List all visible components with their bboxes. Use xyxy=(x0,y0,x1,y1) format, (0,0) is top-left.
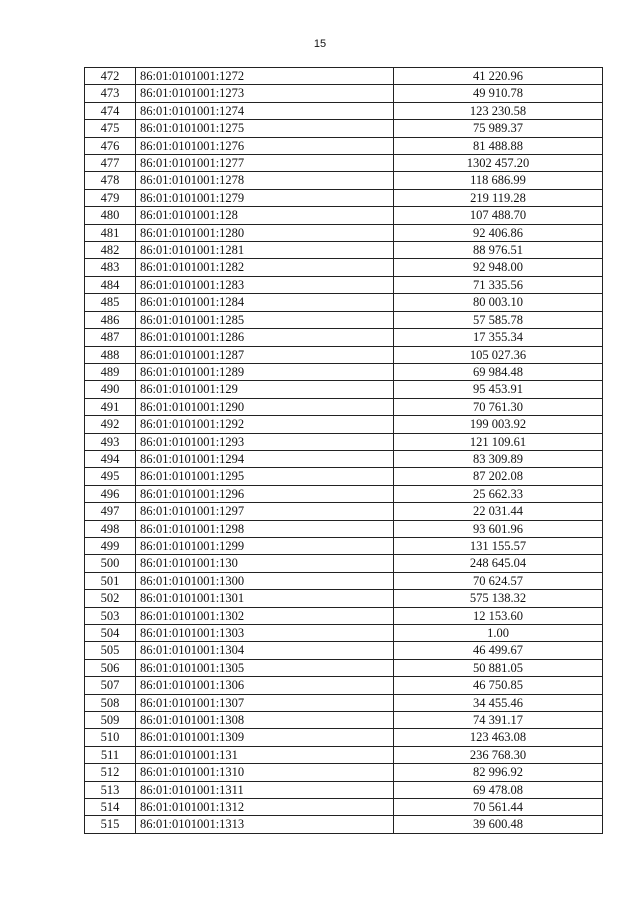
row-number: 476 xyxy=(85,137,136,154)
row-number: 497 xyxy=(85,503,136,520)
row-number: 508 xyxy=(85,694,136,711)
row-number: 504 xyxy=(85,625,136,642)
cadastral-value: 69 984.48 xyxy=(394,363,603,380)
cadastral-value: 74 391.17 xyxy=(394,712,603,729)
cadastral-number: 86:01:0101001:129 xyxy=(136,381,394,398)
cadastral-number: 86:01:0101001:1273 xyxy=(136,85,394,102)
cadastral-number: 86:01:0101001:1300 xyxy=(136,572,394,589)
cadastral-value: 49 910.78 xyxy=(394,85,603,102)
cadastral-number: 86:01:0101001:1285 xyxy=(136,311,394,328)
table-row xyxy=(85,276,603,293)
table-row xyxy=(85,294,603,311)
row-number: 507 xyxy=(85,677,136,694)
cadastral-value: 41 220.96 xyxy=(394,68,603,85)
cadastral-number: 86:01:0101001:1312 xyxy=(136,799,394,816)
row-number: 478 xyxy=(85,172,136,189)
table-row xyxy=(85,433,603,450)
cadastral-value: 71 335.56 xyxy=(394,276,603,293)
table-row xyxy=(85,642,603,659)
row-number: 493 xyxy=(85,433,136,450)
row-number: 482 xyxy=(85,242,136,259)
row-number: 506 xyxy=(85,659,136,676)
cadastral-number: 86:01:0101001:1310 xyxy=(136,764,394,781)
table-row xyxy=(85,329,603,346)
table-row xyxy=(85,694,603,711)
cadastral-number: 86:01:0101001:1306 xyxy=(136,677,394,694)
cadastral-number: 86:01:0101001:1277 xyxy=(136,155,394,172)
cadastral-value-table xyxy=(84,67,603,834)
cadastral-value: 575 138.32 xyxy=(394,590,603,607)
cadastral-number: 86:01:0101001:1313 xyxy=(136,816,394,833)
table-body xyxy=(85,68,603,834)
table-row xyxy=(85,520,603,537)
row-number: 503 xyxy=(85,607,136,624)
table-row xyxy=(85,468,603,485)
table-row xyxy=(85,590,603,607)
cadastral-number: 86:01:0101001:1297 xyxy=(136,503,394,520)
table-row xyxy=(85,311,603,328)
cadastral-value: 34 455.46 xyxy=(394,694,603,711)
table-row xyxy=(85,659,603,676)
row-number: 512 xyxy=(85,764,136,781)
table-row xyxy=(85,207,603,224)
row-number: 485 xyxy=(85,294,136,311)
row-number: 491 xyxy=(85,398,136,415)
cadastral-number: 86:01:0101001:1279 xyxy=(136,189,394,206)
table-row xyxy=(85,155,603,172)
cadastral-value: 92 948.00 xyxy=(394,259,603,276)
cadastral-number: 86:01:0101001:1299 xyxy=(136,537,394,554)
cadastral-value: 70 561.44 xyxy=(394,799,603,816)
cadastral-number: 86:01:0101001:1278 xyxy=(136,172,394,189)
cadastral-number: 86:01:0101001:128 xyxy=(136,207,394,224)
cadastral-value: 105 027.36 xyxy=(394,346,603,363)
row-number: 483 xyxy=(85,259,136,276)
row-number: 480 xyxy=(85,207,136,224)
cadastral-value: 80 003.10 xyxy=(394,294,603,311)
cadastral-number: 86:01:0101001:1293 xyxy=(136,433,394,450)
cadastral-value: 25 662.33 xyxy=(394,485,603,502)
table-row xyxy=(85,102,603,119)
row-number: 510 xyxy=(85,729,136,746)
table-row xyxy=(85,259,603,276)
table-row xyxy=(85,503,603,520)
cadastral-number: 86:01:0101001:1284 xyxy=(136,294,394,311)
row-number: 511 xyxy=(85,746,136,763)
cadastral-number: 86:01:0101001:1287 xyxy=(136,346,394,363)
page-number: 15 xyxy=(313,38,327,50)
cadastral-number: 86:01:0101001:1301 xyxy=(136,590,394,607)
cadastral-value: 123 230.58 xyxy=(394,102,603,119)
row-number: 499 xyxy=(85,537,136,554)
cadastral-value: 69 478.08 xyxy=(394,781,603,798)
table-row xyxy=(85,625,603,642)
row-number: 509 xyxy=(85,712,136,729)
cadastral-number: 86:01:0101001:1283 xyxy=(136,276,394,293)
cadastral-number: 86:01:0101001:1311 xyxy=(136,781,394,798)
cadastral-number: 86:01:0101001:1307 xyxy=(136,694,394,711)
cadastral-value: 107 488.70 xyxy=(394,207,603,224)
cadastral-number: 86:01:0101001:130 xyxy=(136,555,394,572)
cadastral-value: 95 453.91 xyxy=(394,381,603,398)
table-row xyxy=(85,224,603,241)
cadastral-number: 86:01:0101001:1280 xyxy=(136,224,394,241)
cadastral-number: 86:01:0101001:1281 xyxy=(136,242,394,259)
cadastral-value: 1302 457.20 xyxy=(394,155,603,172)
cadastral-number: 86:01:0101001:1304 xyxy=(136,642,394,659)
cadastral-value: 46 499.67 xyxy=(394,642,603,659)
row-number: 475 xyxy=(85,120,136,137)
row-number: 500 xyxy=(85,555,136,572)
row-number: 502 xyxy=(85,590,136,607)
cadastral-number: 86:01:0101001:1295 xyxy=(136,468,394,485)
cadastral-value: 87 202.08 xyxy=(394,468,603,485)
table-row xyxy=(85,85,603,102)
table-row xyxy=(85,607,603,624)
table-row xyxy=(85,729,603,746)
row-number: 472 xyxy=(85,68,136,85)
cadastral-number: 86:01:0101001:1309 xyxy=(136,729,394,746)
cadastral-value: 46 750.85 xyxy=(394,677,603,694)
table-row xyxy=(85,416,603,433)
table-row xyxy=(85,712,603,729)
table-row xyxy=(85,799,603,816)
row-number: 479 xyxy=(85,189,136,206)
row-number: 488 xyxy=(85,346,136,363)
cadastral-value: 88 976.51 xyxy=(394,242,603,259)
cadastral-number: 86:01:0101001:1289 xyxy=(136,363,394,380)
row-number: 501 xyxy=(85,572,136,589)
cadastral-value: 50 881.05 xyxy=(394,659,603,676)
cadastral-value: 22 031.44 xyxy=(394,503,603,520)
cadastral-number: 86:01:0101001:1274 xyxy=(136,102,394,119)
table-row xyxy=(85,450,603,467)
row-number: 481 xyxy=(85,224,136,241)
cadastral-number: 86:01:0101001:1282 xyxy=(136,259,394,276)
row-number: 490 xyxy=(85,381,136,398)
row-number: 495 xyxy=(85,468,136,485)
cadastral-number: 86:01:0101001:1303 xyxy=(136,625,394,642)
cadastral-value: 1.00 xyxy=(394,625,603,642)
row-number: 514 xyxy=(85,799,136,816)
cadastral-value: 75 989.37 xyxy=(394,120,603,137)
row-number: 474 xyxy=(85,102,136,119)
row-number: 489 xyxy=(85,363,136,380)
table-row xyxy=(85,816,603,833)
table-row xyxy=(85,172,603,189)
cadastral-number: 86:01:0101001:1275 xyxy=(136,120,394,137)
cadastral-value: 70 761.30 xyxy=(394,398,603,415)
row-number: 477 xyxy=(85,155,136,172)
cadastral-value: 81 488.88 xyxy=(394,137,603,154)
cadastral-number: 86:01:0101001:1302 xyxy=(136,607,394,624)
row-number: 492 xyxy=(85,416,136,433)
row-number: 505 xyxy=(85,642,136,659)
cadastral-value: 118 686.99 xyxy=(394,172,603,189)
cadastral-value: 93 601.96 xyxy=(394,520,603,537)
table-row xyxy=(85,572,603,589)
cadastral-number: 86:01:0101001:1286 xyxy=(136,329,394,346)
row-number: 515 xyxy=(85,816,136,833)
cadastral-value: 17 355.34 xyxy=(394,329,603,346)
table-row xyxy=(85,746,603,763)
table-row xyxy=(85,189,603,206)
cadastral-value: 131 155.57 xyxy=(394,537,603,554)
row-number: 487 xyxy=(85,329,136,346)
cadastral-value: 121 109.61 xyxy=(394,433,603,450)
cadastral-value: 199 003.92 xyxy=(394,416,603,433)
cadastral-number: 86:01:0101001:1305 xyxy=(136,659,394,676)
row-number: 498 xyxy=(85,520,136,537)
table-row xyxy=(85,781,603,798)
cadastral-number: 86:01:0101001:1296 xyxy=(136,485,394,502)
table-row xyxy=(85,555,603,572)
table-row xyxy=(85,346,603,363)
table-row xyxy=(85,764,603,781)
table-row xyxy=(85,363,603,380)
cadastral-value: 236 768.30 xyxy=(394,746,603,763)
cadastral-value: 123 463.08 xyxy=(394,729,603,746)
cadastral-value: 219 119.28 xyxy=(394,189,603,206)
cadastral-value: 70 624.57 xyxy=(394,572,603,589)
table-row xyxy=(85,242,603,259)
row-number: 486 xyxy=(85,311,136,328)
row-number: 484 xyxy=(85,276,136,293)
cadastral-number: 86:01:0101001:131 xyxy=(136,746,394,763)
cadastral-value: 92 406.86 xyxy=(394,224,603,241)
row-number: 494 xyxy=(85,450,136,467)
table-row xyxy=(85,381,603,398)
table-row xyxy=(85,485,603,502)
cadastral-value: 83 309.89 xyxy=(394,450,603,467)
cadastral-number: 86:01:0101001:1290 xyxy=(136,398,394,415)
cadastral-number: 86:01:0101001:1276 xyxy=(136,137,394,154)
cadastral-number: 86:01:0101001:1308 xyxy=(136,712,394,729)
table-row xyxy=(85,137,603,154)
cadastral-number: 86:01:0101001:1294 xyxy=(136,450,394,467)
row-number: 473 xyxy=(85,85,136,102)
cadastral-value: 57 585.78 xyxy=(394,311,603,328)
cadastral-number: 86:01:0101001:1298 xyxy=(136,520,394,537)
cadastral-value: 82 996.92 xyxy=(394,764,603,781)
row-number: 513 xyxy=(85,781,136,798)
cadastral-number: 86:01:0101001:1272 xyxy=(136,68,394,85)
row-number: 496 xyxy=(85,485,136,502)
table-row xyxy=(85,677,603,694)
table-row xyxy=(85,537,603,554)
cadastral-value: 248 645.04 xyxy=(394,555,603,572)
cadastral-number: 86:01:0101001:1292 xyxy=(136,416,394,433)
cadastral-value: 39 600.48 xyxy=(394,816,603,833)
table-row xyxy=(85,68,603,85)
table-row xyxy=(85,398,603,415)
table-row xyxy=(85,120,603,137)
cadastral-value: 12 153.60 xyxy=(394,607,603,624)
